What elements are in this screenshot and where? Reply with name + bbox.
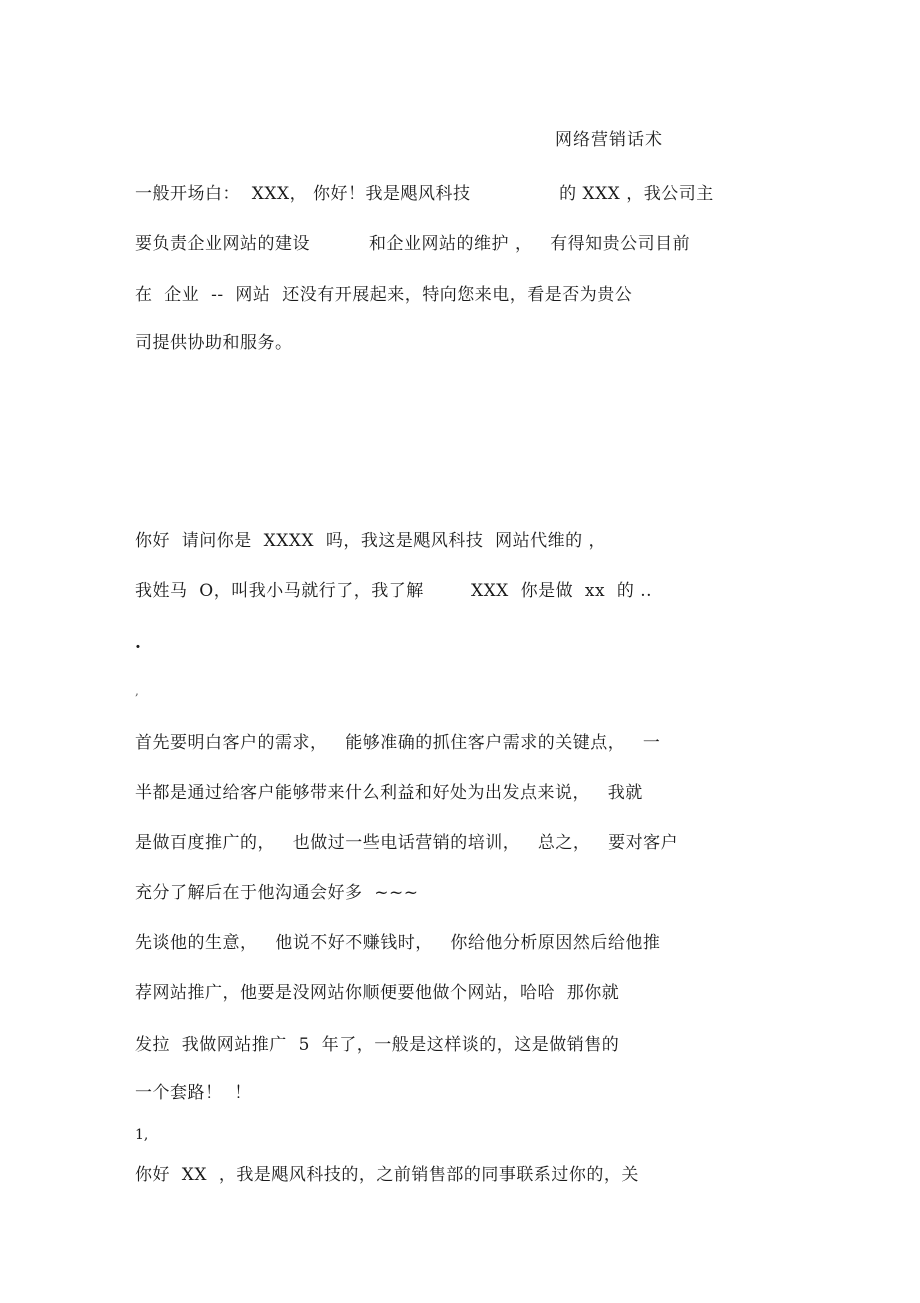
paragraph-line: . <box>135 633 142 653</box>
paragraph-line: 充分了解后在于他沟通会好多 ~~~ <box>135 883 419 903</box>
paragraph-line: 首先要明白客户的需求， 能够准确的抓住客户需求的关键点， 一 <box>135 733 661 753</box>
paragraph-line: 你好 请问你是 XXXX 吗，我这是飓风科技 网站代维的 ， <box>135 531 607 551</box>
paragraph-line: 司提供协助和服务。 <box>135 333 293 353</box>
paragraph-line: 在 企业 -- 网站 还没有开展起来，特向您来电，看是否为贵公 <box>135 285 633 305</box>
paragraph-line: 要负责企业网站的建设 和企业网站的维护 ， 有得知贵公司目前 <box>135 234 691 254</box>
paragraph-line: 半都是通过给客户能够带来什么利益和好处为出发点来说， 我就 <box>135 783 643 803</box>
stray-mark: , <box>135 684 139 698</box>
paragraph-line: 我姓马 O，叫我小马就行了，我了解 XXX 你是做 xx 的 .. <box>135 581 653 601</box>
document-title: 网络营销话术 <box>555 130 663 150</box>
paragraph-line: 发拉 我做网站推广 5 年了，一般是这样谈的，这是做销售的 <box>135 1035 620 1055</box>
item-number: 1, <box>135 1127 149 1143</box>
paragraph-line: 一般开场白： XXX， 你好！我是飓风科技 的 XXX ，我公司主 <box>135 184 714 204</box>
paragraph-line: 荐网站推广，他要是没网站你顺便要他做个网站，哈哈 那你就 <box>135 983 620 1003</box>
paragraph-line: 你好 XX ，我是飓风科技的，之前销售部的同事联系过你的，关 <box>135 1165 639 1185</box>
paragraph-line: 先谈他的生意， 他说不好不赚钱时， 你给他分析原因然后给他推 <box>135 933 661 953</box>
paragraph-line: 是做百度推广的， 也做过一些电话营销的培训， 总之， 要对客户 <box>135 833 679 853</box>
paragraph-line: 一个套路！ ！ <box>135 1083 252 1103</box>
